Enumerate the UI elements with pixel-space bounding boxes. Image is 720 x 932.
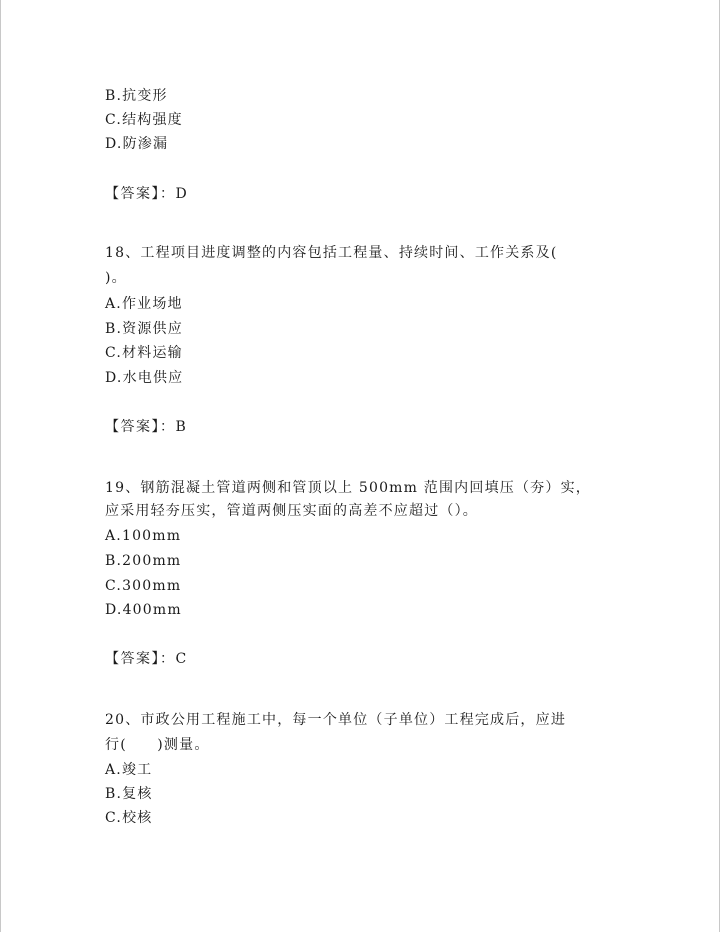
- q20-option-a: A.竣工: [105, 762, 153, 778]
- q18-option-b: B.资源供应: [105, 321, 183, 337]
- q18-answer: 【答案】：B: [105, 419, 188, 435]
- q19-stem-line-1: 19、钢筋混凝土管道两侧和管顶以上 500mm 范围内回填压（夯）实，: [105, 480, 591, 496]
- q18-stem-line-2: )。: [105, 270, 127, 286]
- q19-answer: 【答案】：C: [105, 651, 188, 667]
- q19-stem-line-2: 应采用轻夯压实，管道两侧压实面的高差不应超过（）。: [105, 503, 478, 519]
- q19-option-d: D.400mm: [105, 602, 182, 618]
- q20-stem-line-2: 行( )测量。: [105, 737, 210, 753]
- q17-option-c: C.结构强度: [105, 112, 183, 128]
- q17-option-d: D.防渗漏: [105, 136, 169, 152]
- q19-option-c: C.300mm: [105, 578, 182, 594]
- q19-option-a: A.100mm: [105, 528, 182, 544]
- q20-stem-line-1: 20、市政公用工程施工中，每一个单位（子单位）工程完成后，应进: [105, 712, 567, 728]
- q19-option-b: B.200mm: [105, 553, 182, 569]
- q18-stem-line-1: 18、工程项目进度调整的内容包括工程量、持续时间、工作关系及(: [105, 245, 558, 261]
- q18-option-d: D.水电供应: [105, 370, 184, 386]
- q20-option-b: B.复核: [105, 786, 153, 802]
- q18-option-c: C.材料运输: [105, 345, 183, 361]
- q17-option-b: B.抗变形: [105, 88, 168, 104]
- q17-answer: 【答案】：D: [105, 186, 189, 202]
- q18-option-a: A.作业场地: [105, 296, 183, 312]
- page-left-border: [0, 0, 1, 932]
- q20-option-c: C.校核: [105, 810, 153, 826]
